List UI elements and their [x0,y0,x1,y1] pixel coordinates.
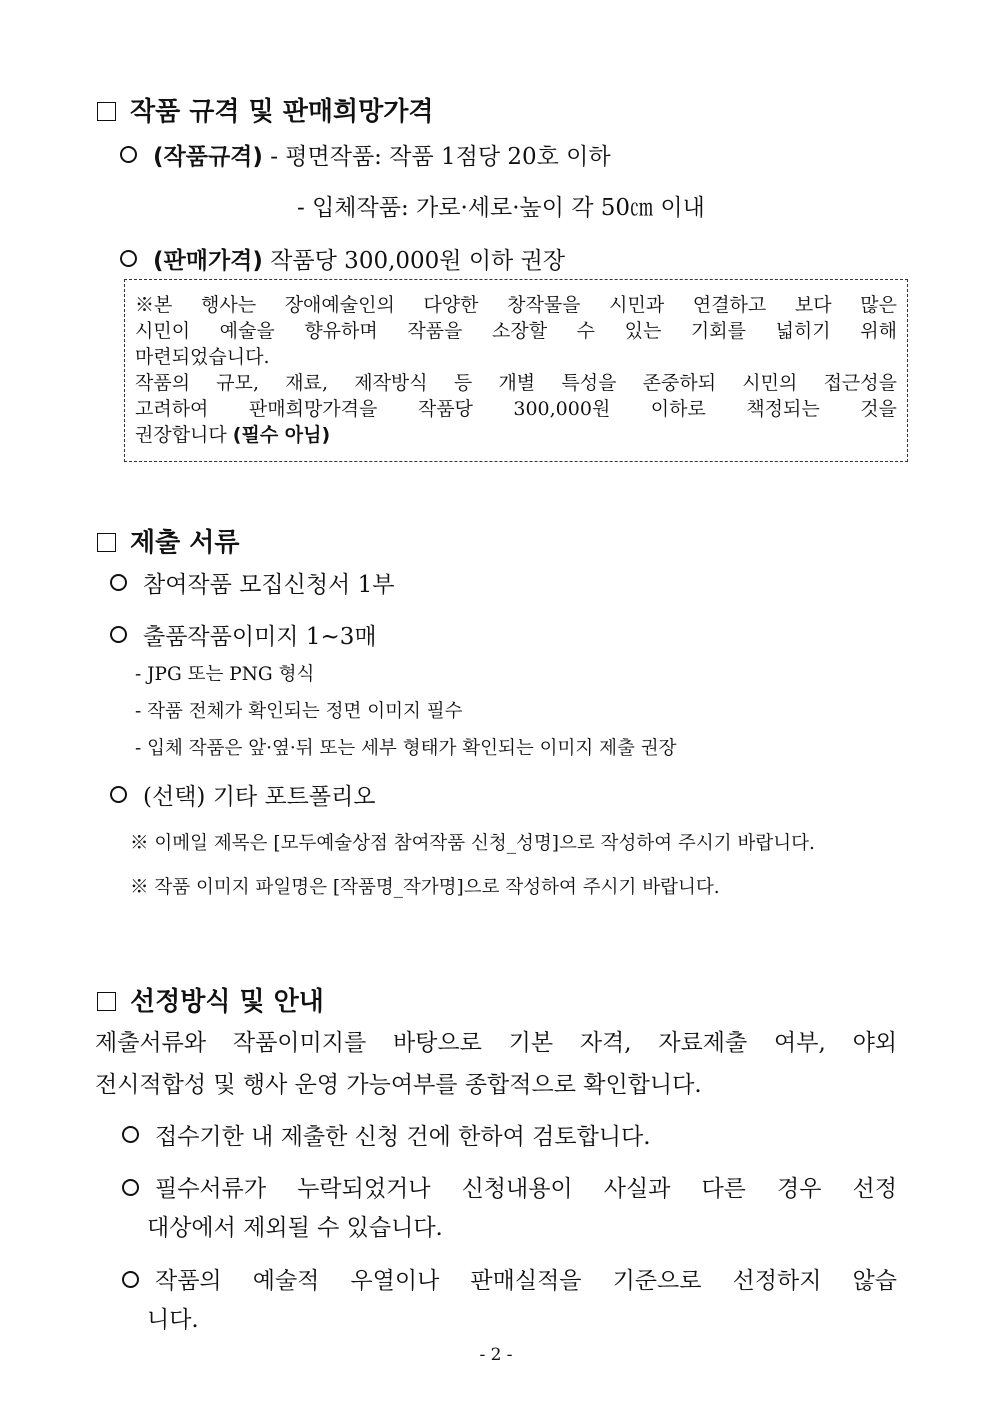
section-heading-spec [97,91,433,128]
note-line-4-word: 등 [453,372,473,394]
selection-item-2-word: 필수서류가 [155,1176,267,1202]
selection-item-1-text: 접수기한 내 제출한 신청 건에 한하여 검토합니다. [155,1124,651,1150]
note-line-6-bold: (필수 아님) [232,424,331,446]
note-line-5-word: 고려하여 [135,398,209,420]
selection-item-2-word: 사실과 [603,1176,671,1202]
selection-item-3 [122,1262,897,1295]
note-line-4-word: 제작방식 [354,372,428,394]
note-line-2-word: 작품을 [407,320,463,342]
selection-para-word: 자격, [579,1030,632,1056]
note-line-2-word: 기회를 [690,320,746,342]
spec-flat-text: - 평면작품: 작품 1점당 20호 이하 [262,144,611,170]
selection-item-3-word: 않습 [852,1268,897,1294]
note-line-6-text: 권장합니다 [135,424,227,446]
selection-para-line-1 [95,1024,897,1057]
note-line-5-word: 300,000원 [513,398,611,420]
selection-item-2-word: 누락되었거나 [297,1176,431,1202]
spec-line-3d: - 입체작품: 가로·세로·높이 각 50㎝ 이내 [297,195,705,221]
section-title: 작품 규격 및 판매희망가격 [130,97,434,127]
selection-item-3-word: 예술적 [252,1268,320,1294]
note-line-5 [135,396,897,422]
note-line-5-word: 작품당 [417,398,473,420]
circle-bullet-icon [110,786,127,803]
note-line-5-word: 이하로 [650,398,706,420]
selection-item-2-line-1 [155,1170,897,1203]
selection-para-word: 작품이미지를 [232,1030,367,1056]
doc-sub-3: - 입체 작품은 앞·옆·뒤 또는 세부 형태가 확인되는 이미지 제출 권장 [135,738,677,759]
note-line-1-word: 연결하고 [692,294,767,316]
circle-bullet-icon [120,146,137,163]
note-line-2-word: 넓히기 [775,320,831,342]
selection-item-2-line-2: 대상에서 제외될 수 있습니다. [147,1215,443,1241]
selection-item-2-word: 선정 [852,1176,897,1202]
note-line-2 [135,318,897,344]
note-line-2-word: 수 [576,320,595,342]
note-line-4-word: 특성을 [561,372,617,394]
price-note-box [124,279,908,462]
selection-para-word: 기본 [508,1030,554,1056]
note-line-2-word: 위해 [860,320,897,342]
circle-bullet-icon [122,1126,139,1143]
doc-note-1: ※ 이메일 제목은 [모두예술상점 참여작품 신청_성명]으로 작성하여 주시기 바랍니다. [130,833,815,854]
selection-item-2 [122,1170,897,1203]
square-bullet-icon [97,533,116,552]
note-line-1-word: 창작물을 [507,294,581,316]
selection-item-3-word: 우열이나 [350,1268,440,1294]
circle-bullet-icon [110,626,127,643]
note-line-1-word: 다양한 [423,294,479,316]
doc-item-1 [110,566,394,599]
note-line-5-word: 책정되는 [746,398,820,420]
circle-bullet-icon [122,1179,139,1196]
selection-item-2-word: 다른 [701,1176,746,1202]
selection-item-3-word: 작품의 [155,1268,222,1294]
selection-item-1 [122,1118,651,1151]
selection-para-word: 야외 [852,1030,897,1056]
note-line-1-word: 행사는 [200,294,257,316]
section-title: 제출 서류 [130,528,240,558]
note-line-4-word: 재료, [285,372,328,394]
note-line-1 [135,292,897,318]
selection-para-word: 제출서류와 [95,1030,207,1056]
selection-para-line-2: 전시적합성 및 행사 운영 가능여부를 종합적으로 확인합니다. [95,1072,702,1098]
doc-sub-2: - 작품 전체가 확인되는 정면 이미지 필수 [135,701,463,722]
note-line-2-word: 향유하며 [304,320,378,342]
note-line-4-word: 규모, [216,372,260,394]
section-heading-selection [97,981,324,1018]
selection-item-2-word: 경우 [776,1176,822,1202]
selection-para-word: 자료제출 [658,1030,748,1056]
selection-item-3-word: 선정하지 [732,1268,822,1294]
note-line-4-word: 존중하되 [642,372,717,394]
section-heading-documents [97,522,240,559]
note-line-4-word: 개별 [498,372,536,394]
note-line-2-word: 예술을 [219,320,275,342]
note-line-4-word: 접근성을 [823,372,897,394]
note-line-1-word: 시민과 [609,294,665,316]
square-bullet-icon [97,992,116,1011]
selection-item-3-line-2: 니다. [147,1307,199,1333]
doc-note-2: ※ 작품 이미지 파일명은 [작품명_작가명]으로 작성하여 주시기 바랍니다. [130,877,720,898]
circle-bullet-icon [110,574,127,591]
note-line-5-word: 것을 [860,398,897,420]
note-line-2-word: 있는 [624,320,662,342]
note-line-6 [135,422,897,448]
note-line-1-word: 많은 [860,294,897,316]
section-title: 선정방식 및 안내 [130,987,324,1017]
price-line [120,242,565,275]
doc-item-2 [110,618,377,651]
doc-sub-1: - JPG 또는 PNG 형식 [135,664,315,685]
selection-item-3-word: 기준으로 [612,1268,702,1294]
selection-item-2-word: 신청내용이 [461,1176,573,1202]
note-line-4 [135,370,897,396]
note-line-4-word: 시민의 [742,372,798,394]
selection-item-3-line-1 [155,1262,897,1295]
price-text: 작품당 300,000원 이하 권장 [262,248,566,274]
note-line-2-word: 소장할 [491,320,548,342]
note-line-1-word: 장애예술인의 [284,294,395,316]
square-bullet-icon [97,102,116,121]
note-line-5-word: 판매희망가격을 [248,398,378,420]
page-number: - 2 - [479,1345,513,1365]
spec-line-flat [120,138,611,171]
doc-item-2-text: 출품작품이미지 1~3매 [143,624,377,650]
doc-item-1-text: 참여작품 모집신청서 1부 [143,572,395,598]
doc-item-3 [110,778,376,811]
spec-label: (작품규격) [153,144,263,170]
note-line-2-word: 시민이 [135,320,191,342]
note-line-1-word: ※본 [135,294,173,316]
note-line-4-word: 작품의 [135,372,191,394]
circle-bullet-icon [120,250,137,267]
circle-bullet-icon [122,1271,139,1288]
selection-item-3-word: 판매실적을 [470,1268,582,1294]
note-line-1-word: 보다 [794,294,832,316]
price-label: (판매가격) [153,248,263,274]
doc-item-3-text: (선택) 기타 포트폴리오 [143,784,376,810]
selection-para-word: 바탕으로 [392,1030,482,1056]
note-line-3: 마련되었습니다. [135,346,270,368]
selection-para-word: 여부, [774,1030,826,1056]
